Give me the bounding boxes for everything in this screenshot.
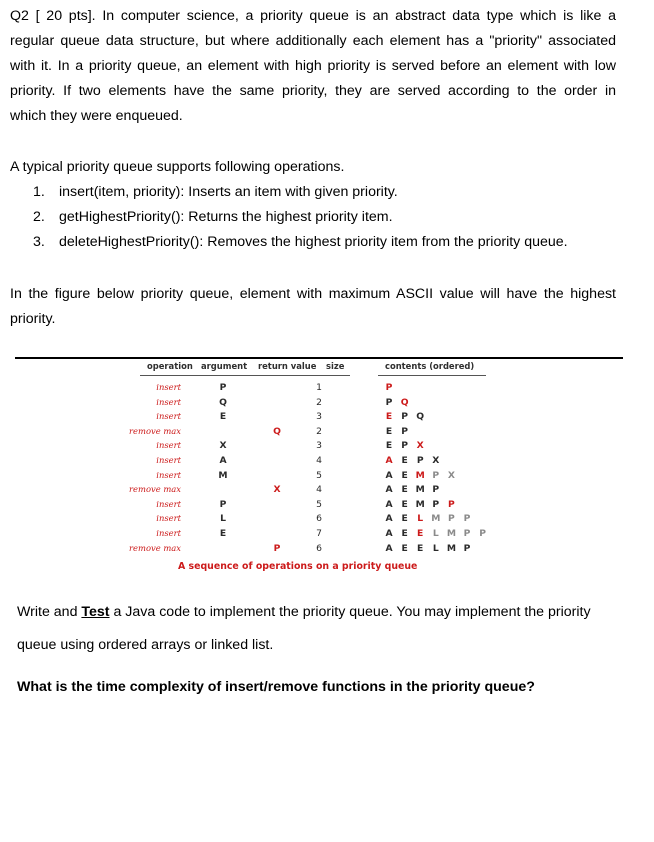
question-line: Q2 [ 20 pts]. In computer science, a priority queue is an abstract data type which is like a [10, 8, 616, 24]
row-content-item: A [385, 542, 393, 554]
row-content-item: A [385, 469, 393, 481]
row-operation: insert [156, 396, 181, 407]
row-content-item: P [401, 440, 408, 452]
row-argument: X [219, 440, 227, 452]
write-before: Write and [17, 604, 82, 620]
row-content-item: A [385, 528, 393, 539]
row-content-item: E [401, 528, 408, 539]
row-content-item: E [417, 542, 424, 554]
row-content-item: E [401, 484, 408, 496]
row-content-item: E [401, 542, 408, 554]
row-operation: insert [156, 498, 181, 509]
row-size: 4 [316, 484, 322, 496]
header-size: size [326, 361, 345, 371]
row-content-item: P [432, 484, 440, 496]
row-content-item: A [385, 455, 393, 466]
row-argument: A [219, 455, 227, 466]
row-content-item: P [432, 469, 440, 481]
write-test-line [17, 596, 617, 629]
row-size: 7 [316, 528, 322, 539]
row-size: 6 [316, 513, 322, 525]
row-content-item: M [415, 484, 425, 496]
row-content-item: A [385, 498, 393, 510]
figure-intro-line: priority. [10, 311, 56, 327]
row-content-item: M [446, 542, 456, 554]
question-line: regular queue data structure, but where additionally each element has a "priority" associated [10, 33, 616, 49]
write-test-paragraph [17, 596, 617, 662]
complexity-question: What is the time complexity of insert/remove functions in the priority queue? [17, 679, 535, 695]
operations-list [33, 180, 568, 255]
row-content-item: E [401, 469, 408, 481]
row-return-value: X [273, 484, 281, 496]
row-return-value: Q [273, 425, 281, 437]
row-content-item: P [448, 498, 455, 510]
row-size: 5 [316, 498, 322, 510]
row-content-item: P [448, 513, 455, 525]
row-content-item: E [401, 513, 408, 525]
write-after: a Java code to implement the priority queue. You may implement the priority [109, 604, 591, 620]
row-argument: L [220, 513, 226, 525]
row-argument: M [218, 469, 228, 481]
row-size: 5 [316, 469, 322, 481]
list-number: 3. [33, 234, 45, 250]
row-size: 4 [316, 455, 322, 466]
list-item [33, 180, 568, 205]
row-operation: insert [156, 469, 181, 480]
row-operation: remove max [129, 425, 181, 436]
priority-queue-figure [0, 358, 654, 578]
list-text: deleteHighestPriority(): Removes the highest priority item from the priority queue. [59, 234, 568, 250]
row-operation: insert [156, 513, 181, 524]
row-content-item: P [401, 411, 408, 423]
question-paragraph [10, 4, 616, 129]
row-operation: remove max [129, 542, 181, 553]
row-content-item: L [417, 513, 424, 525]
header-operation: operation [147, 361, 193, 371]
row-content-item: X [432, 455, 440, 466]
row-content-item: L [432, 542, 439, 554]
row-operation: insert [156, 411, 181, 422]
row-content-item: M [431, 513, 441, 525]
row-return-value: P [273, 542, 281, 554]
list-number: 2. [33, 209, 45, 225]
row-operation: remove max [129, 484, 181, 495]
list-text: insert(item, priority): Inserts an item with given priority. [59, 184, 398, 200]
question-line: priority. If two elements have the same priority, they are served according to the order in [10, 83, 616, 99]
row-argument: E [219, 528, 227, 539]
write-test-line: queue using ordered arrays or linked list. [17, 637, 274, 653]
header-return-value: return value [258, 361, 317, 371]
row-content-item: M [415, 498, 425, 510]
row-content-item: A [385, 484, 393, 496]
row-content-item: P [463, 528, 471, 539]
row-content-item: P [463, 513, 471, 525]
row-operation: insert [156, 528, 181, 538]
row-size: 2 [316, 396, 322, 408]
row-operation: insert [156, 440, 181, 451]
test-emphasis: Test [81, 604, 110, 620]
list-number: 1. [33, 184, 45, 200]
row-argument: P [219, 498, 227, 510]
row-size: 1 [316, 382, 322, 393]
row-content-item: L [432, 528, 439, 539]
row-operation: insert [156, 382, 181, 392]
row-content-item: P [401, 425, 408, 437]
header-rule-right [378, 375, 486, 376]
row-content-item: Q [416, 411, 425, 423]
row-content-item: X [447, 469, 455, 481]
row-content-item: M [415, 469, 425, 481]
header-rule-left [140, 375, 350, 376]
figure-intro [10, 282, 616, 332]
header-argument: argument [201, 361, 248, 371]
row-content-item: P [385, 382, 393, 393]
row-content-item: M [446, 528, 456, 539]
list-text: getHighestPriority(): Returns the highest priority item. [59, 209, 393, 225]
figure-caption: A sequence of operations on a priority queue [178, 561, 418, 572]
row-content-item: P [479, 528, 486, 539]
row-size: 3 [316, 440, 322, 452]
row-argument: P [219, 382, 227, 393]
row-size: 6 [316, 542, 322, 554]
question-line: which they were enqueued. [10, 108, 183, 124]
operations-intro: A typical priority queue supports following operations. [10, 159, 345, 175]
row-content-item: E [385, 425, 393, 437]
list-item [33, 205, 568, 230]
row-content-item: P [385, 396, 393, 408]
row-size: 3 [316, 411, 322, 423]
row-argument: Q [219, 396, 227, 408]
row-content-item: P [463, 542, 471, 554]
row-content-item: E [417, 528, 424, 539]
row-argument: E [219, 411, 227, 423]
row-content-item: X [416, 440, 424, 452]
header-contents: contents (ordered) [385, 361, 475, 371]
figure-intro-line: In the figure below priority queue, element with maximum ASCII value will have the highest [10, 286, 616, 302]
row-content-item: A [385, 513, 393, 525]
question-line: with it. In a priority queue, an element with high priority is served before an element with low [10, 58, 616, 74]
row-operation: insert [156, 455, 181, 465]
row-content-item: E [401, 455, 408, 466]
row-content-item: E [385, 411, 393, 423]
list-item [33, 230, 568, 255]
row-content-item: Q [400, 396, 409, 408]
row-size: 2 [316, 425, 322, 437]
row-content-item: E [401, 498, 408, 510]
row-content-item: P [416, 455, 424, 466]
row-content-item: E [385, 440, 393, 452]
row-content-item: P [432, 498, 440, 510]
